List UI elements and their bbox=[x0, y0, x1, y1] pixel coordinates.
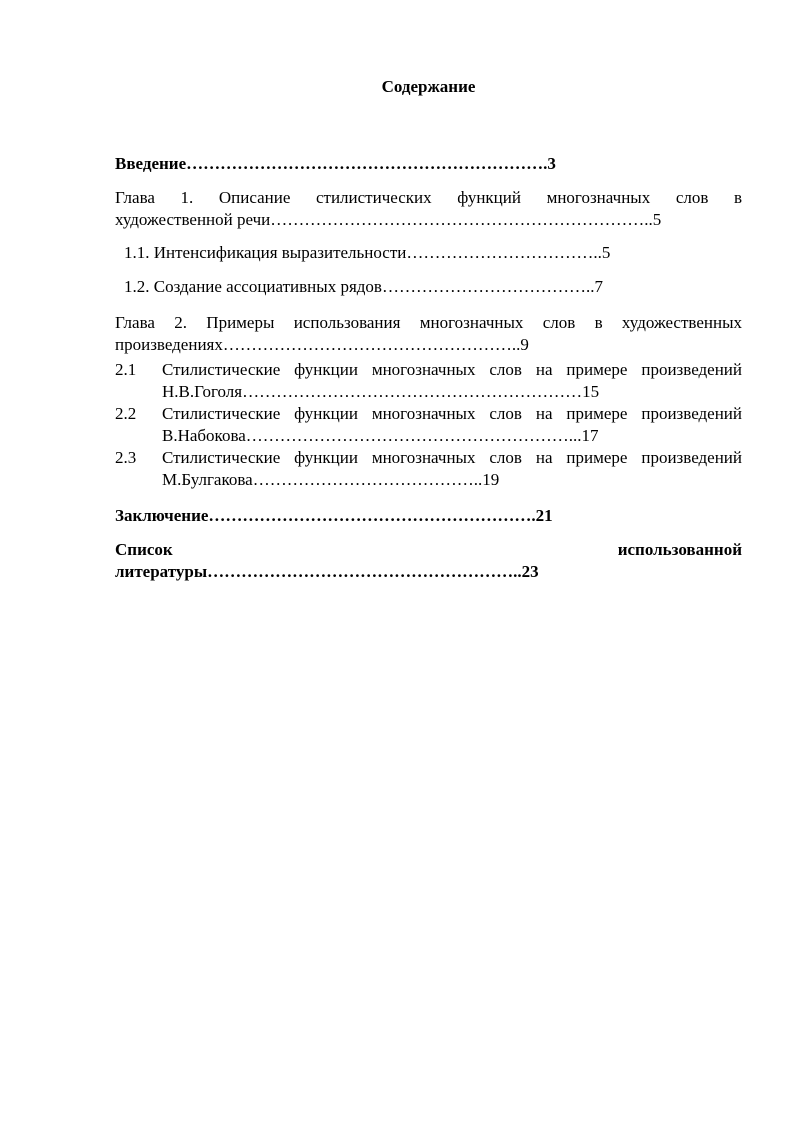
toc-entry-section-2-1-line-1: Стилистические функции многозначных слов на примере произведений bbox=[162, 360, 742, 379]
toc-entry-bibliography-line-2: литературы………………………………………………..23 bbox=[115, 562, 539, 581]
toc-entry-chapter-2-line-1: Глава 2. Примеры использования многозначных слов в художественных bbox=[115, 313, 742, 332]
toc-entry-chapter-1 bbox=[115, 187, 742, 231]
toc-entry-chapter-1-line-1: Глава 1. Описание стилистических функций многозначных слов в bbox=[115, 188, 742, 207]
toc-entry-section-1-2: 1.2. Создание ассоциативных рядов………………………………..7 bbox=[124, 277, 603, 296]
toc-entry-chapter-2 bbox=[115, 312, 742, 356]
toc-entry-intro: Введение……………………………………………………….3 bbox=[115, 154, 556, 173]
toc-entry-number: 2.3 bbox=[115, 448, 137, 467]
toc-entry-section-2-3-line-2: М.Булгакова…………………………………..19 bbox=[162, 470, 500, 489]
toc-entry-number: 2.1 bbox=[115, 360, 137, 379]
toc-entry-bibliography bbox=[115, 539, 742, 583]
document-page bbox=[115, 74, 742, 583]
toc-entry-chapter-2-line-2: произведениях……………………………………………..9 bbox=[115, 335, 529, 354]
toc-entry-section-2-2-line-2: В.Набокова…………………………………………………...17 bbox=[162, 426, 599, 445]
bibliography-word-2: использованной bbox=[617, 540, 742, 559]
toc-entry-chapter-1-line-2: художественной речи…………………………………………………………..5 bbox=[115, 210, 662, 229]
toc-entry-section-2-3 bbox=[115, 447, 742, 491]
toc-entry-section-1-1: 1.1. Интенсификация выразительности……………………………..5 bbox=[124, 243, 611, 262]
toc-entry-section-2-3-line-1: Стилистические функции многозначных слов на примере произведений bbox=[162, 448, 742, 467]
page-title: Содержание bbox=[381, 77, 476, 96]
toc-entry-section-2-2 bbox=[115, 403, 742, 447]
toc-entry-section-2-1-line-2: Н.В.Гоголя……………………………………………………15 bbox=[162, 382, 600, 401]
toc-entry-section-2-2-line-1: Стилистические функции многозначных слов на примере произведений bbox=[162, 404, 742, 423]
toc-entry-section-2-1 bbox=[115, 359, 742, 403]
toc-entry-conclusion: Заключение………………………………………………….21 bbox=[115, 506, 553, 525]
toc-entry-bibliography-line-1 bbox=[115, 539, 742, 561]
toc-entry-number: 2.2 bbox=[115, 404, 137, 423]
bibliography-word-1: Список bbox=[115, 540, 173, 559]
